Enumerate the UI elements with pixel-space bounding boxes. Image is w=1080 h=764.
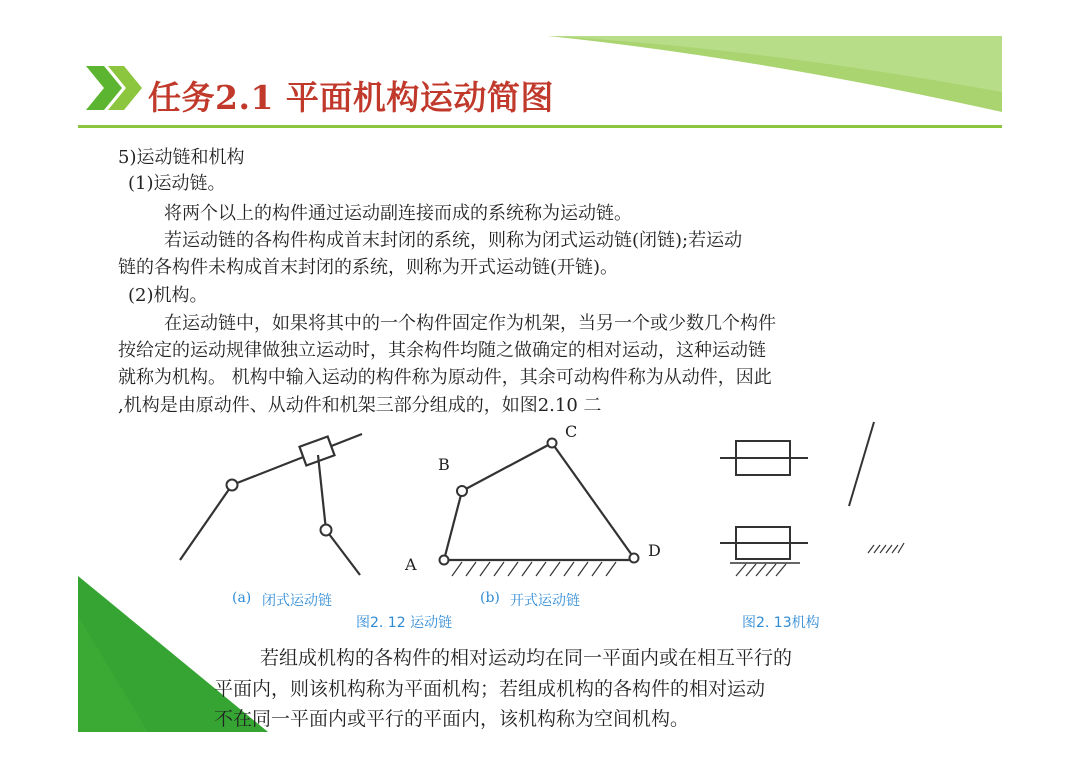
caption-a-mark: (a) xyxy=(232,590,252,606)
mechanism-description-line-3: 就称为机构。 机构中输入运动的构件称为原动件，其余可动构件称为从动件，因此 xyxy=(118,367,772,388)
mechanism-heading: (2)机构。 xyxy=(128,285,208,306)
link-a2 xyxy=(318,455,326,530)
label-c: C xyxy=(565,422,578,441)
chain-definition: 将两个以上的构件通过运动副连接而成的系统称为运动链。 xyxy=(164,203,632,224)
joint-c xyxy=(548,439,557,448)
link-b-bc xyxy=(462,443,552,491)
link-b-ab xyxy=(444,491,462,560)
summary-line-3: 不在同一平面内或平行的平面内，该机构称为空间机构。 xyxy=(214,708,690,730)
caption-fig-2-12: 图2. 12 运动链 xyxy=(356,615,453,631)
link-b-cd xyxy=(552,443,634,558)
chain-description-line-2: 链的各构件未构成首末封闭的系统，则称为开式运动链(开链)。 xyxy=(118,257,619,278)
label-a: A xyxy=(405,555,417,574)
caption-fig-2-13: 图2. 13机构 xyxy=(742,615,820,631)
mechanism-description-line-2: 按给定的运动规律做独立运动时，其余构件均随之做确定的相对运动，这种运动链 xyxy=(118,340,766,361)
slider-block-a xyxy=(299,436,334,465)
label-d: D xyxy=(648,541,661,560)
joint-a1 xyxy=(227,480,238,491)
joint-a xyxy=(440,556,449,565)
chain-description-line-1: 若运动链的各构件构成首末封闭的系统，则称为闭式运动链(闭链);若运动 xyxy=(164,230,743,251)
caption-open-chain: 开式运动链 xyxy=(510,593,580,609)
caption-b-mark: (b) xyxy=(480,590,500,606)
ground-hatch-b xyxy=(452,562,616,576)
link-a3 xyxy=(326,530,360,575)
joint-a2 xyxy=(321,525,332,536)
label-b: B xyxy=(438,455,450,474)
page-title: 任务2.1 平面机构运动简图 xyxy=(148,78,554,117)
summary-line-2: 平面内，则该机构称为平面机构；若组成机构的各构件的相对运动 xyxy=(214,678,766,700)
joint-d xyxy=(630,554,639,563)
mechanism-description-line-4: ,机构是由原动件、从动件和机架三部分组成的，如图2.10 二 xyxy=(118,395,602,416)
rod-link xyxy=(849,422,874,506)
section-heading: 5)运动链和机构 xyxy=(118,147,245,168)
joint-b xyxy=(457,486,467,496)
summary-line-1: 若组成机构的各构件的相对运动均在同一平面内或在相互平行的 xyxy=(260,647,793,669)
caption-closed-chain: 闭式运动链 xyxy=(262,593,332,609)
link-a-guide xyxy=(232,434,362,485)
link-a1 xyxy=(180,485,232,560)
mechanism-description-line-1: 在运动链中，如果将其中的一个构件固定作为机架，当另一个或少数几个构件 xyxy=(164,313,776,334)
chain-heading: (1)运动链。 xyxy=(128,173,226,194)
